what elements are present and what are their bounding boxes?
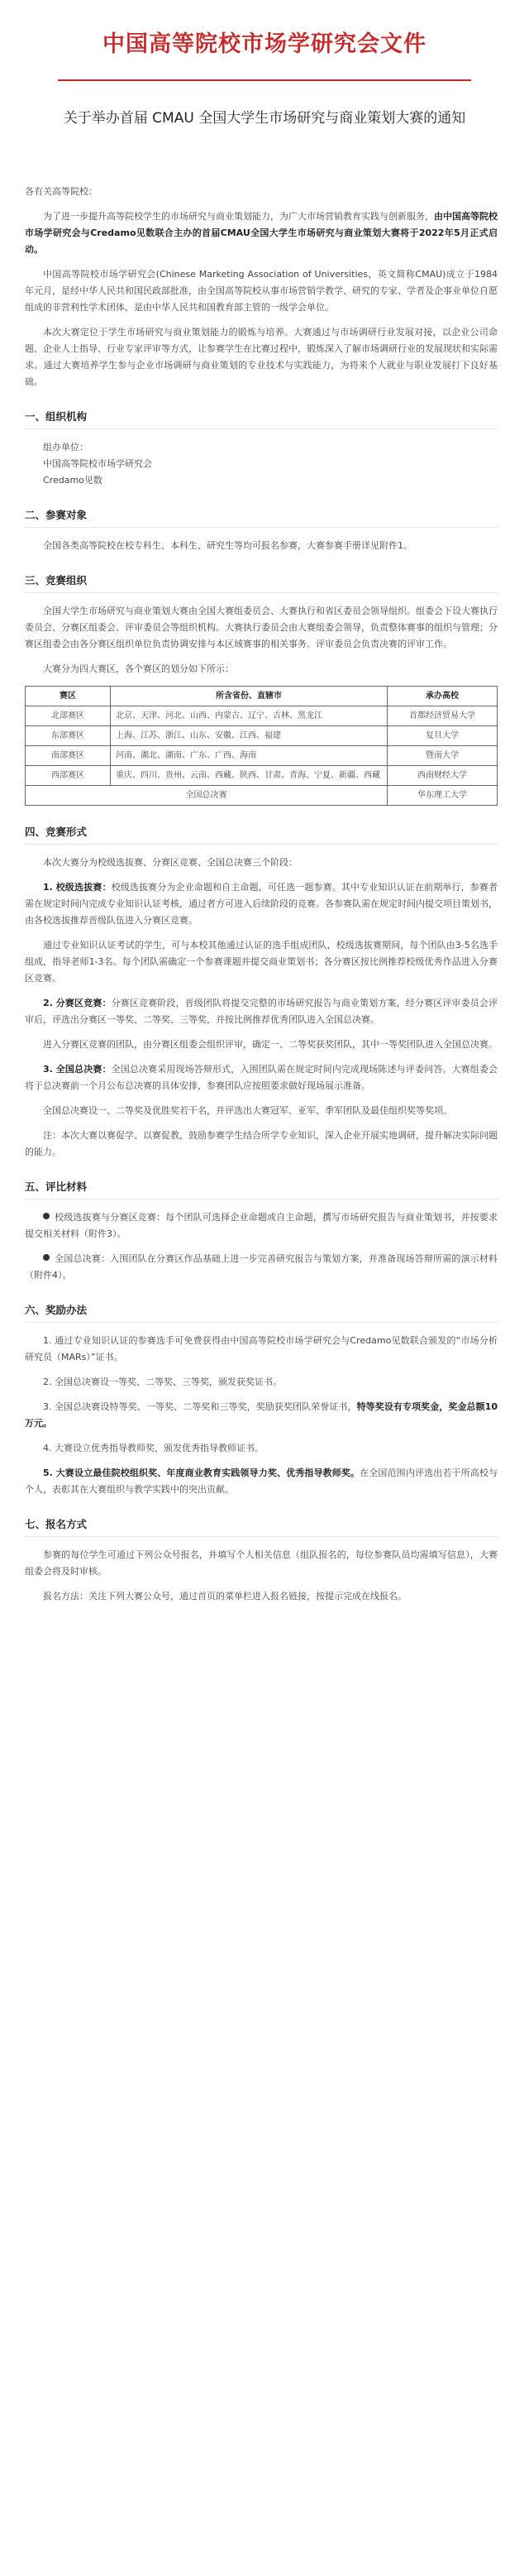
award-item — [25, 1465, 498, 1498]
document-header — [0, 30, 529, 60]
stage-1-label: 1. 校级选拔赛： — [43, 882, 112, 893]
intro-paragraph-3: 本次大赛定位于学生市场研究与商业策划能力的锻炼与培养。大赛通过与市场调研行业发展对接，以企业公司命题、企业人士指导、行业专家评审等方式，让参赛学生在比赛过程中，锻炼深入了解市场调研行业的发展现状和实际需求。通过大赛培养学生参与企业市场调研与商业策划的专业技术与实践能力，为将来个人就业与职业发展打下良好基础。 — [25, 327, 498, 387]
stage-2-paragraph — [25, 995, 498, 1028]
salutation: 各有关高等院校： — [25, 186, 98, 197]
stage-2b-paragraph: 进入分赛区竞赛的团队，由分赛区组委会组织评审，确定一、二等奖获奖团队，其中一等奖团队进入全国总决赛。 — [43, 1039, 498, 1050]
provinces-cell: 重庆、四川、贵州、云南、西藏、陕西、甘肃、青海、宁夏、新疆、西藏 — [111, 766, 388, 786]
stage-1-text: 校级选拔赛分为企业命题和自主命题，可任选一题参赛。其中专业知识认证在前期举行，参赛者需在规定时间内完成专业知识认证考核，通过者方可进入后续阶段的竞赛。各参赛队需在规定时间内提交项目策划书，由各校选拔推荐晋级队伍进入分赛区竞赛。 — [25, 882, 498, 926]
award-item: 2. 全国总决赛设一等奖、二等奖、三等奖，颁发获奖证书。 — [43, 1377, 282, 1387]
stage-1-paragraph — [25, 879, 498, 929]
intro-p1-bold: 由中国高等院校市场学研究会与Credamo见数联合主办的首届CMAU全国大学生市场研究与商业策划大赛将于2022年5月正式启动。 — [25, 211, 498, 255]
host-cell: 首都经济贸易大学 — [388, 706, 498, 726]
competition-organization-text: 全国大学生市场研究与商业策划大赛由全国大赛组委员会、大赛执行和省区委员会领导组织。组委会下设大赛执行委员会、分赛区组委会、评审委员会等组织机构。大赛执行委员会由大赛组委会领导，负责整体赛事的组织与管理；分赛区组委会由各分赛区组织单位负责协调安排与本区域赛事的相关事务。评审委员会负责决赛的评审工作。 — [25, 606, 498, 649]
stage-3b-paragraph: 全国总决赛设一、二等奖及优胜奖若干名，并评选出大赛冠军、亚军、季军团队及最佳组织奖等奖项。 — [43, 1105, 452, 1116]
document-body — [25, 184, 498, 1613]
table-row — [26, 726, 498, 746]
award-item: 4. 大赛设立优秀指导教师奖，颁发优秀指导教师证书。 — [43, 1443, 264, 1453]
host-cell: 西南财经大学 — [388, 766, 498, 786]
notice-title: 关于举办首届 CMAU 全国大学生市场研究与商业策划大赛的通知 — [63, 110, 466, 127]
stage-3-label: 3. 全国总决赛： — [43, 1064, 112, 1075]
stage-3-text: 全国总决赛采用现场答辩形式，入围团队需在规定时间内完成现场陈述与评委问答。大赛组委会将于总决赛前一个月公布总决赛的具体安排，参赛团队应按照要求做好现场展示准备。 — [25, 1064, 498, 1091]
award-item-3-text: 3. 全国总决赛设特等奖、一等奖、二等奖和三等奖，奖励获奖团队荣誉证书， — [43, 1401, 357, 1412]
table-header: 承办高校 — [388, 687, 498, 706]
table-header-row — [26, 687, 498, 706]
format-intro: 本次大赛分为校级选拔赛、分赛区竞赛、全国总决赛三个阶段： — [43, 857, 298, 868]
materials-bullet-2 — [25, 1251, 498, 1284]
section-title-registration: 七、报名方式 — [25, 1516, 498, 1537]
stage-3-paragraph — [25, 1061, 498, 1094]
host-cell: 复旦大学 — [388, 726, 498, 746]
section-title-organization: 一、组织机构 — [25, 409, 498, 429]
registration-text: 参赛的每位学生可通过下列公众号报名，并填写个人相关信息（组队报名的，每位参赛队员均需填写信息），大赛组委会将及时审核。 — [25, 1549, 498, 1577]
table-header: 所含省份、直辖市 — [111, 687, 388, 706]
provinces-cell: 上海、江苏、浙江、山东、安徽、江西、福建 — [111, 726, 388, 746]
award-item-5-tail: 在全国范围内评选出若干所高校与个人，表彰其在大赛组织与教学实践中的突出贡献。 — [25, 1468, 498, 1495]
stage-2-label: 2. 分赛区竞赛： — [43, 998, 112, 1008]
format-note: 注：本次大赛以赛促学、以赛促教，鼓励参赛学生结合所学专业知识，深入企业开展实地调研，提升解决实际问题的能力。 — [25, 1130, 498, 1157]
award-item-5-bold: 5. 大赛设立最佳院校组织奖、年度商业教育实践领导力奖、优秀指导教师奖。 — [43, 1468, 360, 1478]
materials-bullet-1-text: 校级选拔赛与分赛区竞赛：每个团队可选择企业命题或自主命题，撰写市场研究报告与商业策划书，并按要求提交相关材料（附件3）。 — [25, 1212, 498, 1239]
table-row — [26, 706, 498, 726]
table-intro: 大赛分为四大赛区，各个赛区的划分如下所示： — [43, 663, 234, 674]
stage-1b-paragraph: 通过专业知识认证考试的学生，可与本校其他通过认证的选手组成团队，校级选拔赛期间，每个团队由3-5名选手组成，指导老师1-3名。每个团队需确定一个参赛课题并提交商业策划书；各分赛区按比例推荐校级优秀作品进入分赛区竞赛。 — [25, 940, 498, 984]
host-cell: 暨南大学 — [388, 746, 498, 766]
zone-cell: 南部赛区 — [26, 746, 111, 766]
zone-cell: 北部赛区 — [26, 706, 111, 726]
award-item — [25, 1399, 498, 1432]
section-title-competition-format: 四、竞赛形式 — [25, 824, 498, 845]
bullet-icon — [43, 1213, 50, 1219]
registration-method: 报名方法：关注下列大赛公众号，通过首页的菜单栏进入报名链接，按提示完成在线报名。 — [43, 1591, 407, 1602]
intro-paragraph-1 — [25, 208, 498, 258]
intro-paragraph-2: 中国高等院校市场学研究会(Chinese Marketing Association of Universities，英文简称CMAU)成立于1984年元月，是经中华人民共和国民政部批准，由全国高等院校从事市场营销学教学、研究的专家、学者及企事业单位自愿组成的非营利性学术团体，是由中华人民共和国教育部主管的一级学会单位。 — [25, 269, 498, 313]
provinces-cell: 北京、天津、河北、山西、内蒙古、辽宁、吉林、黑龙江 — [111, 706, 388, 726]
intro-p1-lead: 为了进一步提升高等院校学生的市场研究与商业策划能力，为广大市场营销教育实践与创新服务， — [43, 211, 434, 222]
regions-table — [25, 686, 498, 806]
org-title: 中国高等院校市场学研究会文件 — [102, 31, 427, 57]
provinces-cell: 河南、湖北、湖南、广东、广西、海南 — [111, 746, 388, 766]
materials-bullet-1 — [25, 1209, 498, 1243]
award-item: 1. 通过专业知识认证的参赛选手可免费获得由中国高等院校市场学研究会与Credamo见数联合颁发的“市场分析研究员（MARs）”证书。 — [25, 1335, 498, 1362]
participants-text: 全国各类高等院校在校专科生、本科生、研究生等均可报名参赛，大赛参赛手册详见附件1。 — [43, 540, 412, 551]
table-header: 赛区 — [26, 687, 111, 706]
zone-cell: 东部赛区 — [26, 726, 111, 746]
award-item-3-bold: 特等奖设有专项奖金，奖金总额10万元。 — [25, 1401, 498, 1429]
table-row — [26, 766, 498, 786]
stage-2-text: 分赛区竞赛阶段，晋级团队将提交完整的市场研究报告与商业策划方案，经分赛区评审委员会评审后，评选出分赛区一等奖、二等奖、三等奖，并按比例推荐优秀团队进入全国总决赛。 — [25, 998, 498, 1025]
bullet-icon — [43, 1254, 50, 1261]
materials-bullet-2-text: 全国总决赛：入围团队在分赛区作品基础上进一步完善研究报告与策划方案，并准备现场答辩所需的演示材料（附件4）。 — [25, 1253, 498, 1281]
organizer-label: 组办单位： — [43, 442, 88, 452]
host-cell: 华东理工大学 — [388, 786, 498, 806]
zone-cell: 西部赛区 — [26, 766, 111, 786]
organizer-item: Credamo见数 — [43, 475, 102, 486]
section-title-competition-organization: 三、竞赛组织 — [25, 572, 498, 593]
table-row — [26, 786, 498, 806]
red-divider — [58, 79, 471, 81]
section-title-awards: 六、奖励办法 — [25, 1302, 498, 1323]
zone-cell: 全国总决赛 — [26, 786, 388, 806]
table-row — [26, 746, 498, 766]
organizer-item: 中国高等院校市场学研究会 — [43, 458, 152, 469]
section-title-materials: 五、评比材料 — [25, 1179, 498, 1199]
section-title-participants: 二、参赛对象 — [25, 507, 498, 528]
